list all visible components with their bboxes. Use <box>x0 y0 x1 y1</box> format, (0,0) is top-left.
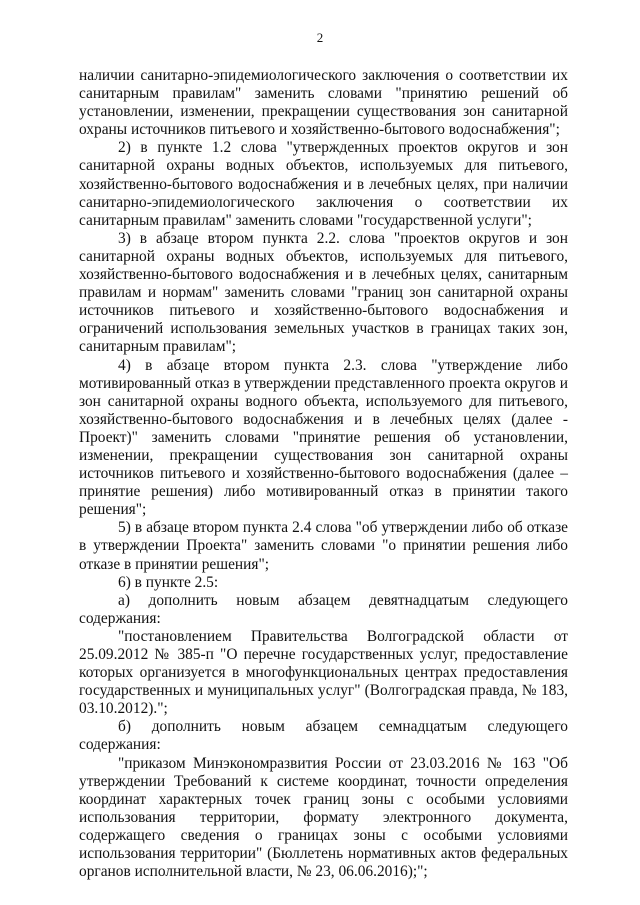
paragraph: 4) в абзаце втором пункта 2.3. слова "утверждение либо мотивированный отказ в утверждении представленного проекта округов и зон санитарной охраны водного объекта, используемого для питьевого, хозяйственно-бытового водоснабжения и в лечебных целях (далее - Проект)" заменить словами "принятие решения об установлении, изменении, прекращении существования зон санитарной охраны источников питьевого и хозяйственно-бытового водоснабжения (далее – принятие решения) либо мотивированный отказ в принятии такого решения"; <box>79 356 568 519</box>
paragraph: "постановлением Правительства Волгоградской области от 25.09.2012 № 385-п "О перечне государственных услуг, предоставление которых организуется в многофункциональных центрах предоставления государственных и муниципальных услуг" (Волгоградская правда, № 183, 03.10.2012)."; <box>79 627 568 718</box>
paragraph: 2) в пункте 1.2 слова "утвержденных проектов округов и зон санитарной охраны водных объектов, используемых для питьевого, хозяйственно-бытового водоснабжения и в лечебных целях, при наличии санитарно-эпидемиологического заключения о соответствии их санитарным правилам" заменить словами "государственной услуги"; <box>79 139 568 229</box>
paragraph: "приказом Минэкономразвития России от 23.03.2016 № 163 "Об утверждении Требований к системе координат, точности определения координат характерных точек границ зоны с особыми условиями использования территории, формату электронного документа, содержащего сведения о границах зоны с особыми условиями использования территории" (Бюллетень нормативных актов федеральных органов исполнительной власти, № 23, 06.06.2016);"; <box>79 754 568 881</box>
paragraph: б) дополнить новым абзацем семнадцатым следующего содержания: <box>79 718 568 754</box>
paragraph: 5) в абзаце втором пункта 2.4 слова "об утверждении либо об отказе в утверждении Проекта" заменить словами "о принятии решения либо отказе в принятии решения"; <box>79 519 568 573</box>
document-body <box>79 67 568 881</box>
paragraph: наличии санитарно-эпидемиологического заключения о соответствии их санитарным правилам" заменить словами "принятию решений об установлении, изменении, прекращении существования зон санитарной охраны источников питьевого и хозяйственно-бытового водоснабжения"; <box>79 67 568 139</box>
paragraph: а) дополнить новым абзацем девятнадцатым следующего содержания: <box>79 591 568 627</box>
paragraph: 3) в абзаце втором пункта 2.2. слова "проектов округов и зон санитарной охраны водных объектов, используемых для питьевого, хозяйственно-бытового водоснабжения и в лечебных целях, санитарным правилам и нормам" заменить словами "границ зон санитарной охраны источников питьевого и хозяйственно-бытового водоснабжения и ограничений использования земельных участков в границах таких зон, санитарным правилам"; <box>79 229 568 356</box>
page-number: 2 <box>316 30 324 45</box>
paragraph: 6) в пункте 2.5: <box>118 573 219 591</box>
